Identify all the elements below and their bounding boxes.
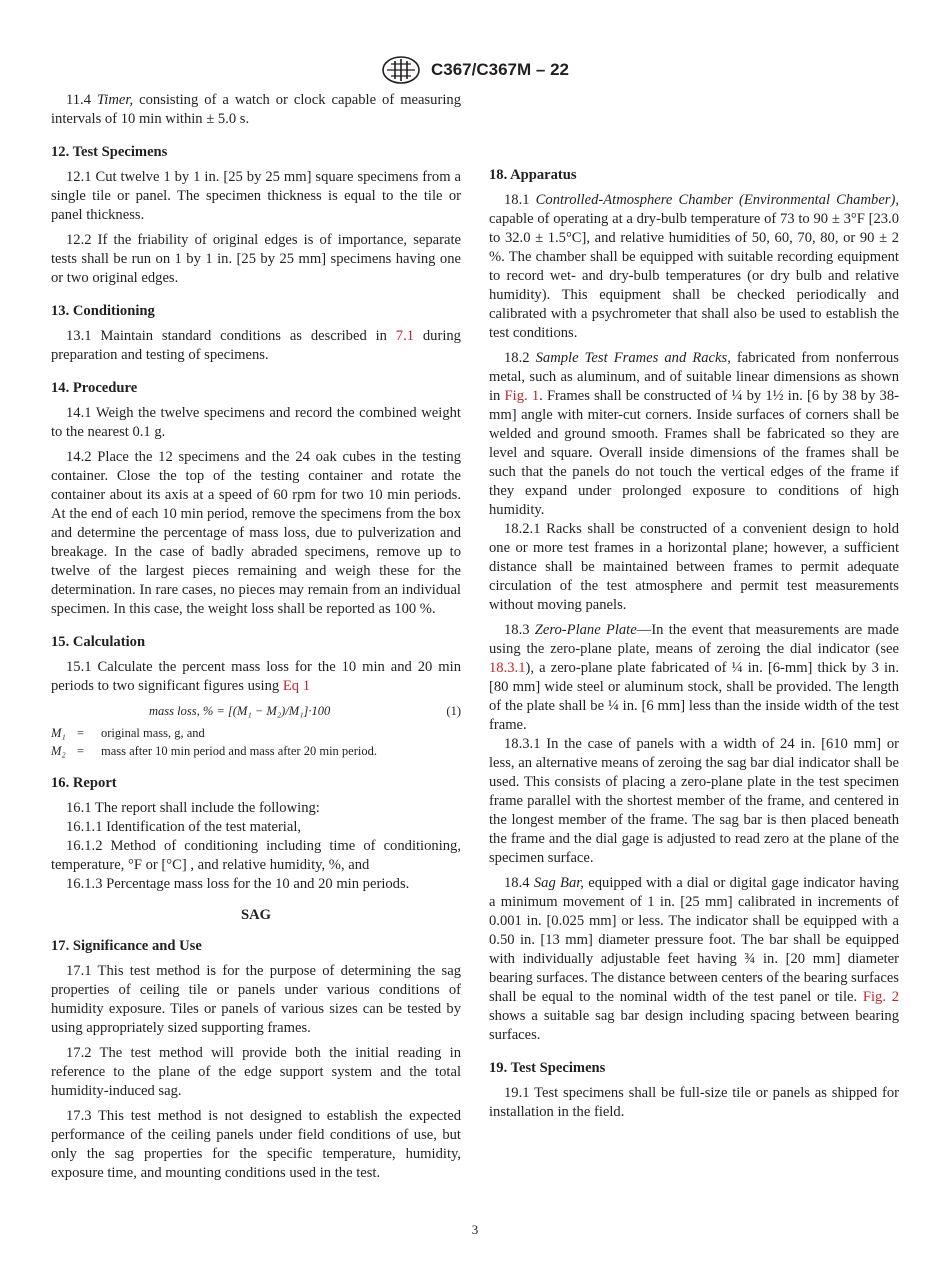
equation-1 — [51, 696, 461, 724]
para-17-2: 17.2 The test method will provide both the initial reading in reference to the plane of the edge support system and the total humidity-induced sag. — [51, 1045, 461, 1099]
para-18-1: 18.1 Controlled-Atmosphere Chamber (Environmental Chamber), capable of operating at a dry-bulb temperature of 73 to 90 ± 3°F [23.0 to 32.0 ± 1.5°C], and relative humidities of 50, 60, 70, 80, or 90 ± 2 %. The chamber shall be equipped with suitable recording equipment to record wet- and dry-bulb temperatures (or dry bulb and relative humidity). This equipment shall be checked periodically and calibrated with a psychrometer that shall also be used to establish the test conditions. — [489, 192, 899, 341]
section-heading-15: 15. Calculation — [51, 634, 146, 650]
para-17-3: 17.3 This test method is not designed to establish the expected performance of the ceiling panels under field conditions of use, but only the sag properties for the specific temperature, humidity, exposure time, and mounting conditions used in the test. — [51, 1108, 461, 1181]
section-heading-16: 16. Report — [51, 775, 117, 791]
ref-link-fig-2[interactable]: Fig. 2 — [862, 989, 900, 1005]
document-title: C367/C367M – 22 — [431, 60, 569, 79]
para-16-1-1: 16.1.1 Identification of the test material, — [66, 819, 302, 835]
para-19-1: 19.1 Test specimens shall be full-size tile or panels as shipped for installation in the field. — [489, 1085, 899, 1120]
para-15-1: 15.1 Calculate the percent mass loss for the 10 min and 20 min periods to two significant figures using Eq 1 — [51, 659, 461, 694]
page-header — [0, 55, 950, 85]
astm-logo-icon — [381, 55, 421, 85]
equation-definitions — [51, 724, 461, 760]
para-14-1: 14.1 Weigh the twelve specimens and record the combined weight to the nearest 0.1 g. — [51, 405, 461, 440]
page-number: 3 — [471, 1222, 479, 1237]
right-column — [489, 152, 899, 1122]
para-17-1: 17.1 This test method is for the purpose of determining the sag properties of ceiling tile or panels under various conditions of humidity exposure. Tiles or panels of various sizes can be tested by using appropriately sized supporting frames. — [51, 963, 461, 1036]
para-12-2: 12.2 If the friability of original edges is of importance, separate tests shall be run on 1 by 1 in. [25 by 25 mm] specimens having one or two original edges. — [51, 232, 461, 286]
ref-link-18-3-1[interactable]: 18.3.1 — [489, 660, 526, 676]
ref-link-fig-1[interactable]: Fig. 1 — [504, 388, 540, 404]
ref-link-7-1[interactable]: 7.1 — [395, 328, 415, 344]
ref-link-eq-1[interactable]: Eq 1 — [282, 678, 311, 694]
para-11-4: 11.4 Timer, consisting of a watch or clock capable of measuring intervals of 10 min within ± 5.0 s. — [51, 92, 461, 127]
section-heading-18: 18. Apparatus — [489, 167, 577, 183]
left-column — [51, 91, 461, 1183]
section-heading-17: 17. Significance and Use — [51, 938, 202, 954]
definition-row: M₂ = mass after 10 min period and mass after 20 min period. — [51, 744, 377, 758]
para-12-1: 12.1 Cut twelve 1 by 1 in. [25 by 25 mm] square specimens from a single tile or panel. The specimen thickness is equal to the tile or panel thickness. — [51, 169, 461, 223]
part-heading-sag: SAG — [240, 907, 271, 923]
para-16-1-3: 16.1.3 Percentage mass loss for the 10 and 20 min periods. — [66, 876, 410, 892]
para-16-1-2: 16.1.2 Method of conditioning including time of conditioning, temperature, °F or [°C] , and relative humidity, %, and — [51, 838, 461, 873]
section-heading-19: 19. Test Specimens — [489, 1060, 606, 1076]
para-18-3: 18.3 Zero-Plane Plate—In the event that measurements are made using the zero-plane plate, means of zeroing the dial indicator (see 18.3.1), a zero-plane plate fabricated of ¼ in. [6-mm] thick by 3 in. [80 mm] wide steel or aluminum stock, shall be provided. The length of the plate shall be ¼ in. [6 mm] less than the inside width of the test frame. — [489, 622, 899, 733]
para-18-2: 18.2 Sample Test Frames and Racks, fabricated from nonferrous metal, such as aluminum, and of suitable linear dimensions as shown in Fig. 1. Frames shall be constructed of ¼ by 1½ in. [6 by 38 by 38-mm] angle with miter-cut corners. Inside surfaces of corners shall be welded and ground smooth. Frames shall be fabricated so they are level and square. Overall inside dimensions of the frames shall be such that the panels do not touch the vertical edges of the frame if they expand under prolonged exposure to conditions of high humidity. — [489, 350, 900, 518]
section-heading-14: 14. Procedure — [51, 380, 138, 396]
para-18-2-1: 18.2.1 Racks shall be constructed of a convenient design to hold one or more test frames in a horizontal plane; however, a sufficient distance shall be maintained between frames to permit adequate circulation of the test atmosphere and permit test measurements without moving panels. — [489, 521, 899, 613]
equation-number: (1) — [446, 704, 461, 718]
para-16-1: 16.1 The report shall include the following: — [66, 800, 320, 816]
equation-expression: mass loss, % = [(M₁ − M₂)/M₁]·100 — [149, 704, 331, 718]
para-14-2: 14.2 Place the 12 specimens and the 24 oak cubes in the testing container. Close the top of the testing container and rotate the container about its axis at a speed of 60 rpm for two 10 min periods. At the end of each 10 min period, remove the specimens from the box and determine the percentage of mass loss, due to pulverization and breakage. In the case of badly abraded specimens, remove up to twelve of the largest pieces remaining and weigh these for the determination. In rare cases, no pieces may remain from an individual specimen. In this case, the weight loss shall be reported as 100 %. — [51, 449, 461, 617]
para-18-4: 18.4 Sag Bar, equipped with a dial or digital gage indicator having a minimum movement of 1 in. [25 mm] calibrated in increments of 0.001 in. [0.025 mm] or less. The indicator shall be equipped with a 0.50 in. [13 mm] diameter pressure foot. The bar shall be equipped with individually adjustable feet having ¾ in. [20 mm] diameter bearing surfaces. The distance between centers of the bearing surfaces shall be equal to the nominal width of the test panel or tile. Fig. 2 shows a suitable sag bar design including spacing between bearing surfaces. — [489, 875, 900, 1043]
section-heading-12: 12. Test Specimens — [51, 144, 168, 160]
section-heading-13: 13. Conditioning — [51, 303, 155, 319]
para-18-3-1: 18.3.1 In the case of panels with a width of 24 in. [610 mm] or less, an alternative means of zeroing the sag bar dial indicator shall be used. This consists of placing a zero-plane plate in the test specimen frame parallel with the shortest member of the frame, and centered in the longest member of the frame. The sag bar is then placed beneath the frame and the dial gage is adjusted to read zero at the plane of the specimen surface. — [489, 736, 899, 866]
para-13-1: 13.1 Maintain standard conditions as described in 7.1 during preparation and testing of specimens. — [51, 328, 461, 363]
definition-row: M₁ = original mass, g, and — [51, 726, 205, 740]
